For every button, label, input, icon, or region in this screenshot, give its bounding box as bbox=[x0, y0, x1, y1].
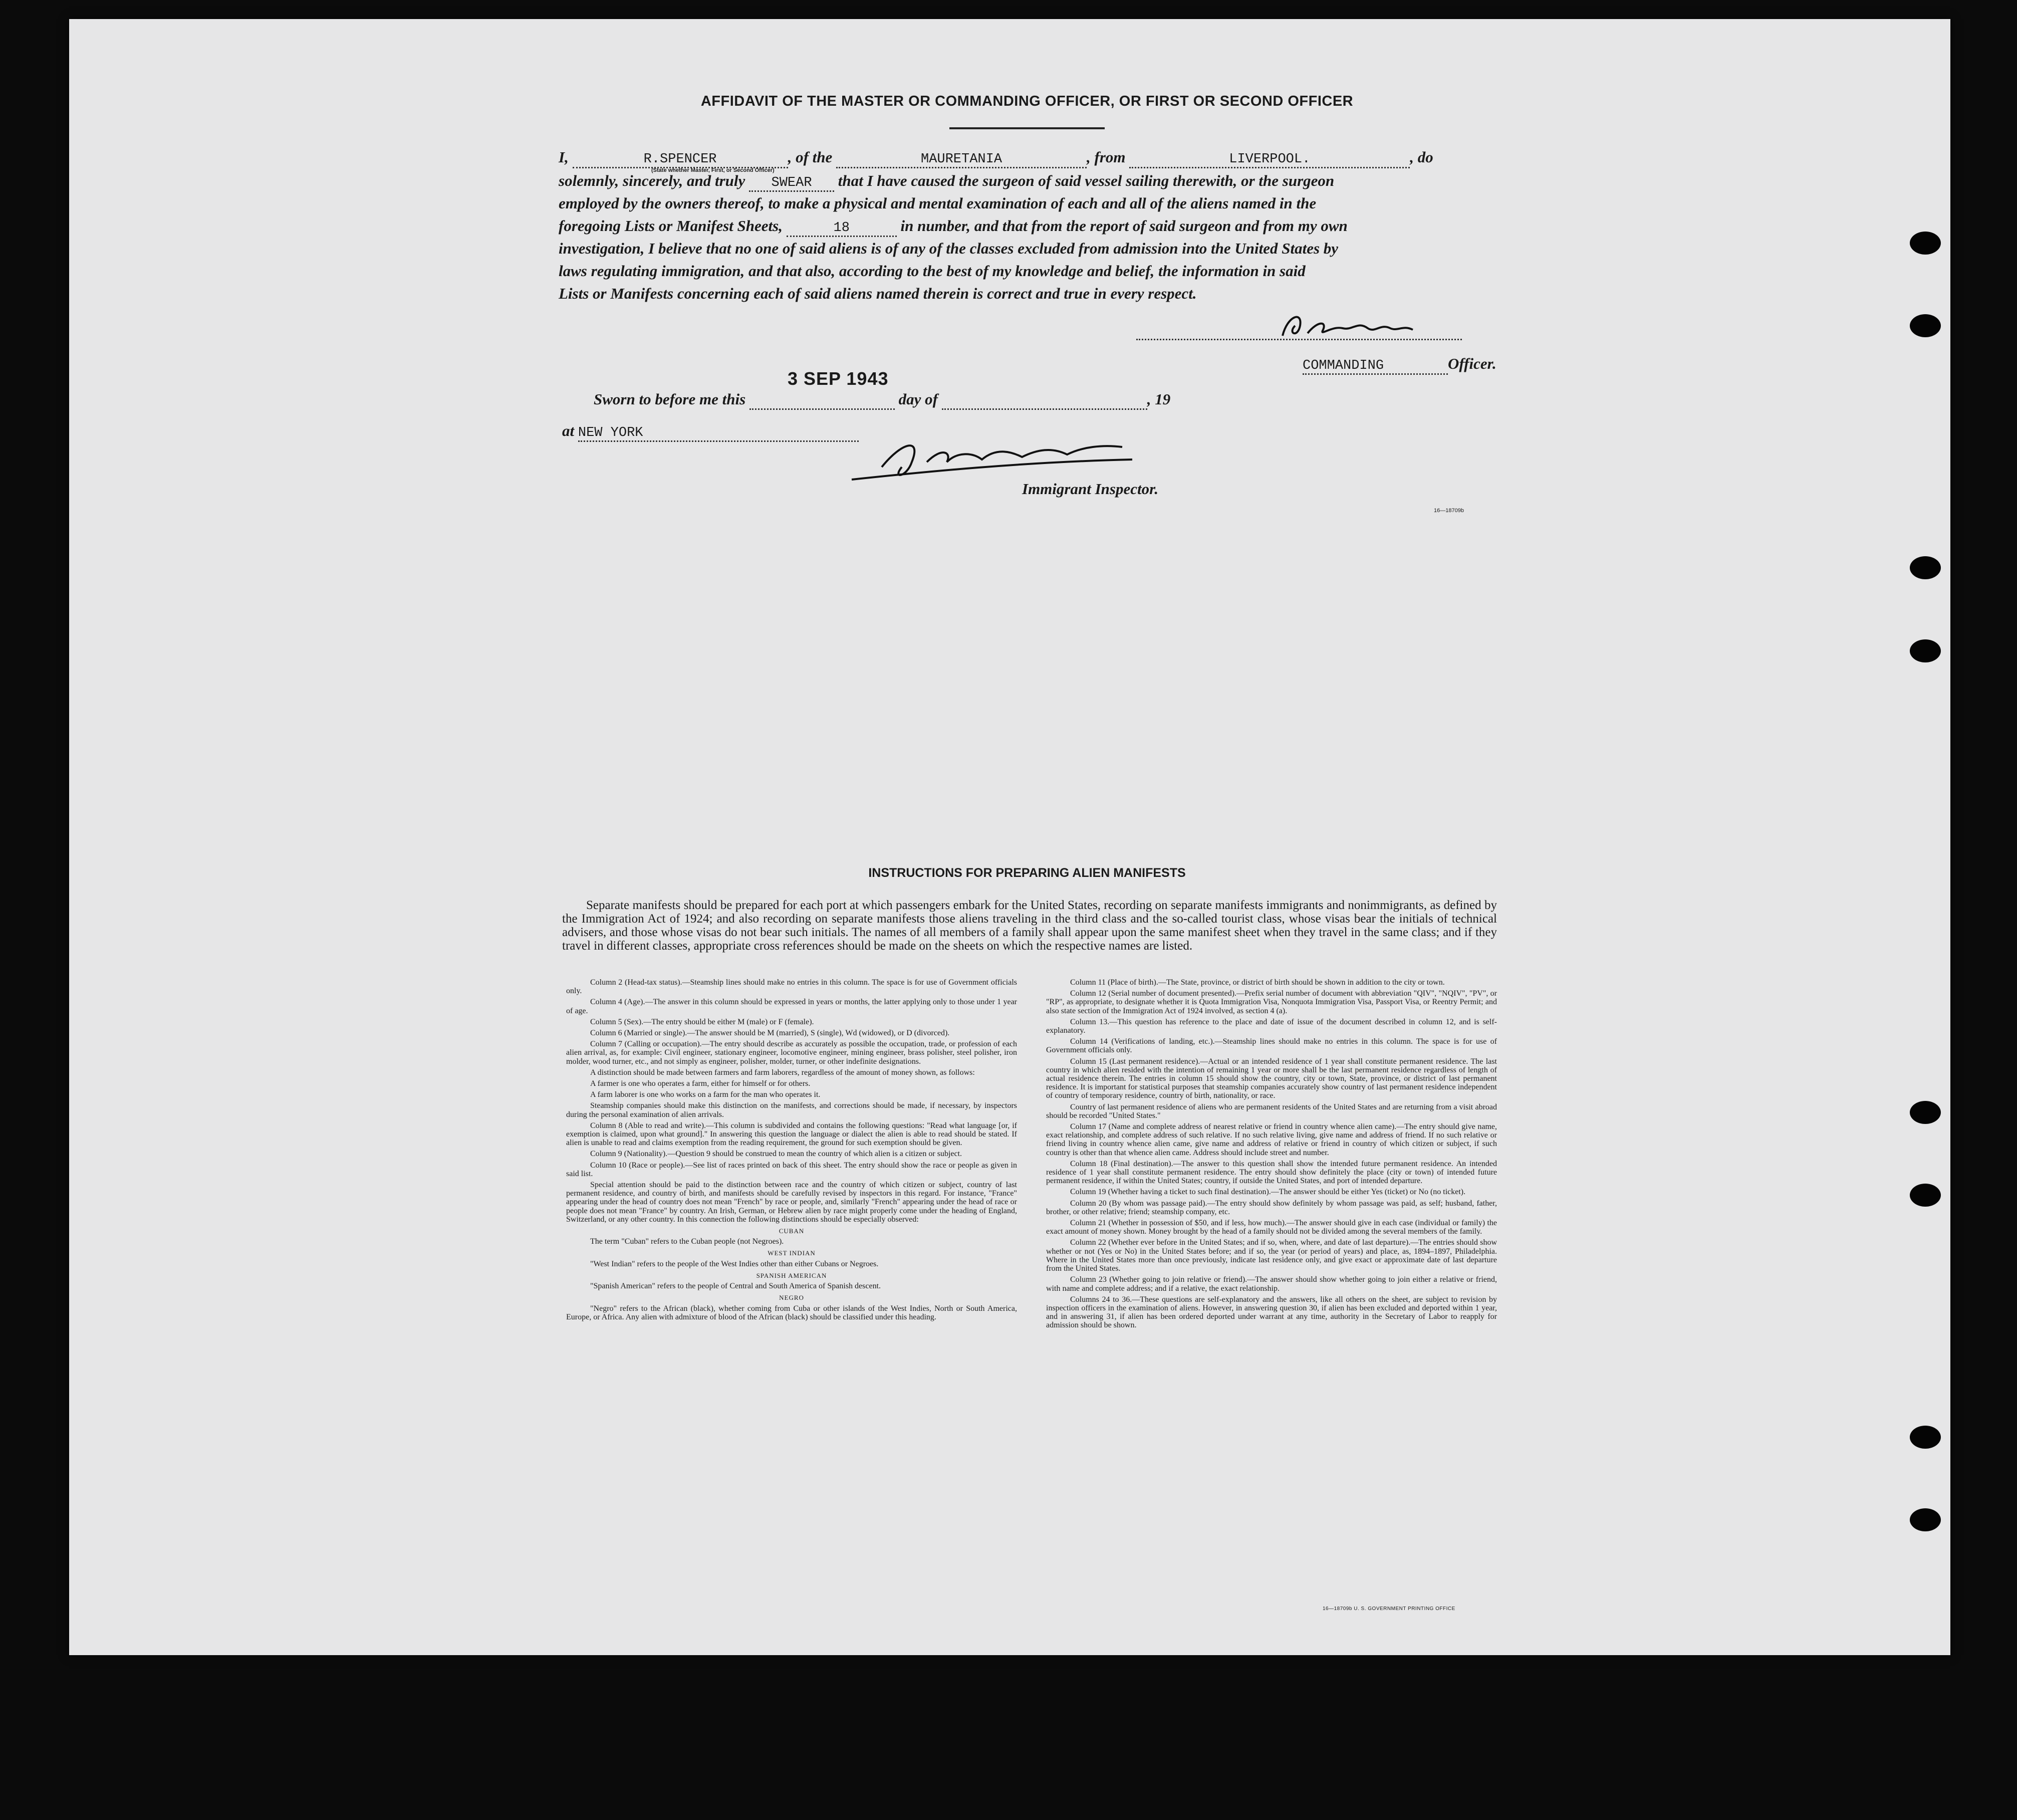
spanish-american-text: "Spanish American" refers to the people of Central and South America of Spanish descent. bbox=[590, 1282, 881, 1291]
spanish-american-heading: SPANISH AMERICAN bbox=[756, 1271, 827, 1279]
left-paragraph: Column 6 (Married or single).—The answer should be M (married), S (single), Wd (widowed), or D (divorced). bbox=[590, 1029, 950, 1038]
left-paragraph: Special attention should be paid to the distinction between race and the country of which citizen or subject, country of last permanent residence, and country of birth, and manifests should be carefully revised by inspectors in this regard. For instance, "France" appearing under the head of country does not mean "French" by race or people, and, similarly "French" appearing under the head of race or people does not mean "France" by country. An Irish, German, or Hebrew alien by race might properly come under the heading of England, Switzerland, or any other country. In this connection the following distinctions should be especially observed: bbox=[566, 1181, 1017, 1224]
right-paragraph: Column 19 (Whether having a ticket to such final destination).—The answer should be either Yes (ticket) or No (no ticket). bbox=[1070, 1188, 1466, 1197]
binder-hole bbox=[1910, 556, 1941, 579]
right-paragraph: Column 14 (Verifications of landing, etc.).—Steamship lines should make no entries in this column. The space is for use of Government officials only. bbox=[1046, 1037, 1497, 1055]
sworn-day-field bbox=[749, 390, 895, 410]
right-paragraph: Column 21 (Whether in possession of $50, and if less, how much).—The answer should give in each case (individual or family) the exact amount of money shown. Money brought by the head of a family should not be divided among the several members of the family. bbox=[1046, 1219, 1497, 1236]
affidavit-line-2: solemnly, sincerely, and truly SWEAR that I have caused the surgeon of said vessel sailing therewith, or the surgeon bbox=[559, 172, 1334, 192]
right-paragraph: Column 20 (By whom was passage paid).—The entry should show definitely by whom passage was paid, as self; husband, father, brother, or other relative; friend; steamship company, etc. bbox=[1046, 1199, 1497, 1216]
officer-rank-field: COMMANDING bbox=[1303, 358, 1448, 375]
cuban-text: The term "Cuban" refers to the Cuban people (not Negroes). bbox=[590, 1237, 784, 1246]
right-paragraph: Country of last permanent residence of aliens who are permanent residents of the United States and are returning from a visit abroad should be recorded "United States." bbox=[1046, 1102, 1497, 1120]
left-paragraph: Column 4 (Age).—The answer in this column should be expressed in years or months, the latter applying only to those under 1 year of age. bbox=[566, 998, 1017, 1015]
vessel-name-field: MAURETANIA bbox=[836, 152, 1087, 168]
form-number: 16—18709b bbox=[1434, 508, 1464, 514]
west-indian-heading: WEST INDIAN bbox=[768, 1249, 816, 1257]
right-paragraph: Column 11 (Place of birth).—The State, province, or district of birth should be shown in addition to the city or town. bbox=[1070, 978, 1445, 987]
binder-hole bbox=[1910, 1101, 1941, 1124]
port-from-field: LIVERPOOL. bbox=[1129, 152, 1410, 168]
cuban-heading: CUBAN bbox=[779, 1227, 805, 1235]
right-paragraph: Column 18 (Final destination).—The answer to this question shall show the intended future permanent residence. An intended residence of 1 year shall constitute permanent residence. The entry should show definitely the place (city or town) of intended future permanent residence, if within the United States; country, if outside the United States, and port of intended departure. bbox=[1046, 1159, 1497, 1186]
instructions-footer: 16—18709b U. S. GOVERNMENT PRINTING OFFICE bbox=[1323, 1606, 1455, 1612]
sworn-month-field bbox=[942, 390, 1147, 410]
right-paragraph: Columns 24 to 36.—These questions are self-explanatory and the answers, like all others on the sheet, are subject to revision by inspection officers in the examination of aliens. However, in answering question 30, if alien has been excluded and deported within 1 year, and in answering 31, if alien has been ordered deported under warrant at any time, authority in the Secretary of Labor to reapply for admission should be shown. bbox=[1046, 1295, 1497, 1330]
affidavit-line-6: laws regulating immigration, and that also, according to the best of my knowledge and belief, the information in said bbox=[559, 262, 1306, 280]
sheet-count-field: 18 bbox=[787, 220, 897, 237]
right-paragraph: Column 15 (Last permanent residence).—Actual or an intended residence of 1 year shall constitute permanent residence. The last country in which alien resided with the intention of remaining 1 year or more shall be the last permanent residence regardless of length of actual residence therein. The entries in column 15 should show the country, city or town, State, province, or district of last permanent residence. It is important for statistical purposes that steamship companies accurately show country of last permanent residence independent of country of temporary residence, country of birth, nationality, or race. bbox=[1046, 1057, 1497, 1100]
binder-hole bbox=[1910, 1184, 1941, 1207]
right-paragraph: Column 23 (Whether going to join relative or friend).—The answer should show whether going to join either a relative or friend, with name and complete address; and if a relative, the exact relationship. bbox=[1046, 1275, 1497, 1293]
instructions-intro: Separate manifests should be prepared for each port at which passengers embark for the United States, recording on separate manifests immigrants and nonimmigrants, as defined by the Immigration Act of 1924; and also recording on separate manifests those aliens traveling in the third class and the so-called tourist class, whose visas bear the initials of technical advisers, and those whose visas do not bear such initials. The names of all members of a family shall appear upon the same manifest sheet when they travel in the same class; and if they travel in different classes, appropriate cross references should be made on the sheets on which the respective names are listed. bbox=[562, 898, 1497, 953]
sworn-date-stamp: 3 SEP 1943 bbox=[788, 368, 889, 389]
right-paragraph: Column 17 (Name and complete address of nearest relative or friend in country whence alien came).—The entry should give name, exact relationship, and complete address of such relative. If no such relative living, give name and address of friend. If no such relative or friend living in country whence alien came, give name and address of relative or friend in country of which citizen or subject, if such country is other than that whence alien came. Address should include street and number. bbox=[1046, 1122, 1497, 1157]
at-place-field: NEW YORK bbox=[578, 425, 859, 442]
binder-hole bbox=[1910, 314, 1941, 337]
binder-hole bbox=[1910, 1508, 1941, 1531]
left-paragraph: Column 9 (Nationality).—Question 9 should be construed to mean the country of which alien is a citizen or subject. bbox=[590, 1150, 962, 1159]
left-paragraph: Column 10 (Race or people).—See list of races printed on back of this sheet. The entry should show the race or people as given in said list. bbox=[566, 1161, 1017, 1178]
inspector-label: Immigrant Inspector. bbox=[1022, 480, 1159, 498]
affidavit-line-1: I, R.SPENCER , of the MAURETANIA , from LIVERPOOL. , do bbox=[559, 148, 1433, 168]
affidavit-line-4: foregoing Lists or Manifest Sheets, 18 in number, and that from the report of said surgeon and from my own bbox=[559, 217, 1348, 237]
left-paragraph: Steamship companies should make this distinction on the manifests, and corrections should be made, if necessary, by inspectors during the personal examination of alien arrivals. bbox=[566, 1101, 1017, 1119]
instructions-left-column bbox=[566, 978, 1017, 1324]
title-rule bbox=[949, 127, 1105, 129]
sworn-line: Sworn to before me this day of , 19 bbox=[594, 390, 1170, 410]
right-paragraph: Column 22 (Whether ever before in the United States; and if so, when, where, and date of last departure).—The entries should show whether or not (Yes or No) in the United States before; and if so, the year (or period of years) and place, as, 1894–1897, Philadelphia. Where in the United States more than once previously, indicate last residence only, and give exact or approximate date of last departure from the United States. bbox=[1046, 1238, 1497, 1273]
left-paragraph: A farm laborer is one who works on a farm for the man who operates it. bbox=[590, 1090, 821, 1099]
oath-field: SWEAR bbox=[749, 175, 834, 192]
affidavit-line-3: employed by the owners thereof, to make a physical and mental examination of each and all of the aliens named in the bbox=[559, 194, 1317, 212]
left-paragraph: Column 8 (Able to read and write).—This column is subdivided and contains the following questions: "Read what language [or, if exemption is claimed, upon what ground]." In answering this question the language or dialect the alien is able to read should be stated. If alien is unable to read and claims exemption from the reading requirement, the ground for such exemption should be given. bbox=[566, 1121, 1017, 1148]
west-indian-text: "West Indian" refers to the people of the West Indies other than either Cubans or Negroes. bbox=[590, 1259, 879, 1268]
instructions-right-column bbox=[1046, 978, 1497, 1332]
left-paragraph: A farmer is one who operates a farm, either for himself or for others. bbox=[590, 1079, 811, 1088]
binder-hole bbox=[1910, 1426, 1941, 1449]
negro-text: "Negro" refers to the African (black), whether coming from Cuba or other islands of the West Indies, North or South America, Europe, or Africa. Any alien with admixture of blood of the African (black) should be classified under this heading. bbox=[566, 1304, 1017, 1321]
officer-rank-line: COMMANDING Officer. bbox=[1303, 355, 1496, 375]
left-paragraph: Column 2 (Head-tax status).—Steamship lines should make no entries in this column. The space is for use of Government officials only. bbox=[566, 978, 1017, 996]
instructions-title: INSTRUCTIONS FOR PREPARING ALIEN MANIFESTS bbox=[868, 866, 1186, 880]
officer-caption: (State whether Master, First, or Second Officer) bbox=[651, 167, 775, 173]
at-line: at NEW YORK bbox=[562, 422, 859, 442]
signature-line bbox=[1136, 339, 1462, 340]
left-paragraph: Column 5 (Sex).—The entry should be either M (male) or F (female). bbox=[590, 1017, 814, 1026]
officer-name-field: R.SPENCER bbox=[573, 152, 788, 168]
left-paragraph: Column 7 (Calling or occupation).—The entry should describe as accurately as possible the occupation, trade, or profession of each alien arrival, as, for example: Civil engineer, stationary engineer, locomotive engineer, mining engineer, brass polisher, steel polisher, iron molder, wood turner, etc., and not simply as engineer, polisher, molder, turner, or other indefinite designations. bbox=[566, 1040, 1017, 1066]
affidavit-title: AFFIDAVIT OF THE MASTER OR COMMANDING OFFICER, OR FIRST OR SECOND OFFICER bbox=[700, 93, 1354, 109]
affidavit-line-5: investigation, I believe that no one of said aliens is of any of the classes excluded from admission into the United States by bbox=[559, 240, 1339, 257]
left-paragraph: A distinction should be made between farmers and farm laborers, regardless of the amount of money shown, as follows: bbox=[590, 1068, 975, 1077]
binder-hole bbox=[1910, 639, 1941, 662]
right-paragraph: Column 13.—This question has reference to the place and date of issue of the document described in column 12, and is self-explanatory. bbox=[1046, 1017, 1497, 1035]
negro-heading: NEGRO bbox=[779, 1294, 804, 1302]
affidavit-line-7: Lists or Manifests concerning each of said aliens named therein is correct and true in every respect. bbox=[559, 285, 1197, 302]
binder-hole bbox=[1910, 232, 1941, 255]
right-paragraph: Column 12 (Serial number of document presented).—Prefix serial number of document with abbreviation "QIV", "NQIV", "PV", or "RP", as appropriate, to designate whether it is Quota Immigration Visa, Nonquota Immigration Visa, Passport Visa, or Reentry Permit; and also state section of the Immigration Act of 1924 involved, as section 4 (a). bbox=[1046, 989, 1497, 1015]
